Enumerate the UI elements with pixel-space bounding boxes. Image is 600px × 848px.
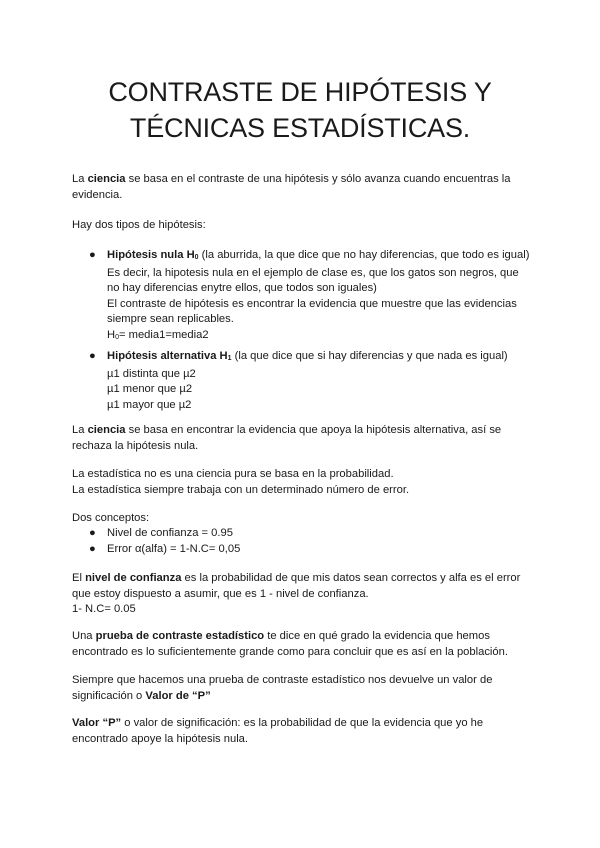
text-line: Siempre que hacemos una prueba de contraste estadístico nos devuelve un valor de (72, 674, 493, 686)
text-line: encontrado es lo suficientemente grande como para concluir que es así en la población. (72, 645, 508, 658)
text: se basa en el contraste de una hipótesis y sólo avanza cuando encuentras la (125, 173, 511, 185)
text: La (72, 424, 88, 436)
paragraph-estadistica (72, 467, 532, 498)
paragraph-ciencia-contraste (72, 172, 532, 203)
bold-term: Valor “P” (72, 717, 122, 729)
paragraph-valor-p-intro (72, 673, 532, 704)
text-line: La estadística no es una ciencia pura se basa en la probabilidad. (72, 468, 394, 480)
text-line: encontrado apoye la hipótesis nula. (72, 732, 249, 745)
text: (la que dice que si hay diferencias y que nada es igual) (231, 350, 508, 362)
subscript: 0 (115, 333, 119, 341)
page-title (0, 74, 600, 146)
text-line: µ1 mayor que µ2 (107, 398, 192, 411)
text: te dice en qué grado la evidencia que hemos (264, 630, 490, 642)
text: o valor de significación: es la probabilidad de que la evidencia que yo he (121, 717, 484, 729)
bold-term: nivel de confianza (85, 572, 182, 584)
list-item-concept (72, 542, 542, 558)
title-line-1: CONTRASTE DE HIPÓTESIS Y (108, 77, 492, 107)
text-line: Nivel de confianza = 0.95 (107, 527, 233, 539)
paragraph-valor-p-def (72, 716, 532, 747)
title-line-2: TÉCNICAS ESTADÍSTICAS. (129, 113, 471, 143)
list-item-h1 (72, 349, 542, 413)
text-line: rechaza la hipótesis nula. (72, 439, 199, 452)
hypothesis-list-2 (72, 349, 542, 413)
text: significación o (72, 689, 146, 702)
text-line: µ1 distinta que µ2 (107, 367, 196, 380)
bold-term: Valor de “P” (145, 689, 211, 702)
text: es la probabilidad de que mis datos sean correctos y alfa es el error (181, 572, 521, 584)
bullet-icon: ● (89, 542, 96, 555)
paragraph-prueba-contraste (72, 629, 532, 660)
paragraph-dos-conceptos (72, 511, 532, 527)
text-line: 1- N.C= 0.05 (72, 603, 136, 615)
bullet-icon: ● (89, 249, 96, 261)
hypothesis-list (72, 248, 542, 345)
text-line: El contraste de hipótesis es encontrar la evidencia que muestre que las evidencias (107, 297, 517, 310)
text: H (107, 328, 116, 341)
text: Una (72, 630, 96, 642)
paragraph-tipos (72, 218, 532, 234)
text-line: siempre sean replicables. (107, 313, 234, 325)
text: = media1=media2 (119, 328, 209, 341)
bullet-icon: ● (89, 527, 96, 539)
text-line: Hay dos tipos de hipótesis: (72, 219, 206, 231)
text-line: µ1 menor que µ2 (107, 383, 193, 395)
text: (la aburrida, la que dice que no hay diferencias, que todo es igual) (198, 249, 530, 261)
text-line: evidencia. (72, 188, 123, 201)
concepts-list (72, 526, 542, 557)
paragraph-nivel-confianza (72, 571, 532, 618)
text: El (72, 572, 86, 584)
subscript: 0 (194, 254, 199, 261)
text-line: que estoy dispuesto a asumir, que es 1 - nivel de confianza. (72, 587, 369, 600)
text-line: Es decir, la hipotesis nula en el ejemplo de clase es, que los gatos son negros, que (107, 266, 519, 279)
bold-term: ciencia (87, 173, 126, 185)
bold-term: Hipótesis nula H (107, 249, 195, 261)
bold-term: prueba de contraste estadístico (95, 630, 265, 642)
subscript: 1 (227, 355, 232, 362)
list-item-concept (72, 526, 542, 542)
paragraph-ciencia-alternativa (72, 423, 532, 454)
list-item-h0 (72, 248, 542, 345)
bold-term: Hipótesis alternativa H (107, 350, 228, 362)
bold-term: ciencia (87, 424, 126, 436)
text-line: La estadística siempre trabaja con un determinado número de error. (72, 483, 410, 496)
text: se basa en encontrar la evidencia que apoya la hipótesis alternativa, así se (125, 424, 502, 436)
text-line: Dos conceptos: (72, 512, 150, 524)
text-line: no hay diferencias enytre ellos, que todos son iguales) (107, 282, 377, 294)
text-line: Error α(alfa) = 1-N.C= 0,05 (107, 542, 241, 555)
text: La (72, 173, 88, 185)
bullet-icon: ● (89, 350, 96, 362)
